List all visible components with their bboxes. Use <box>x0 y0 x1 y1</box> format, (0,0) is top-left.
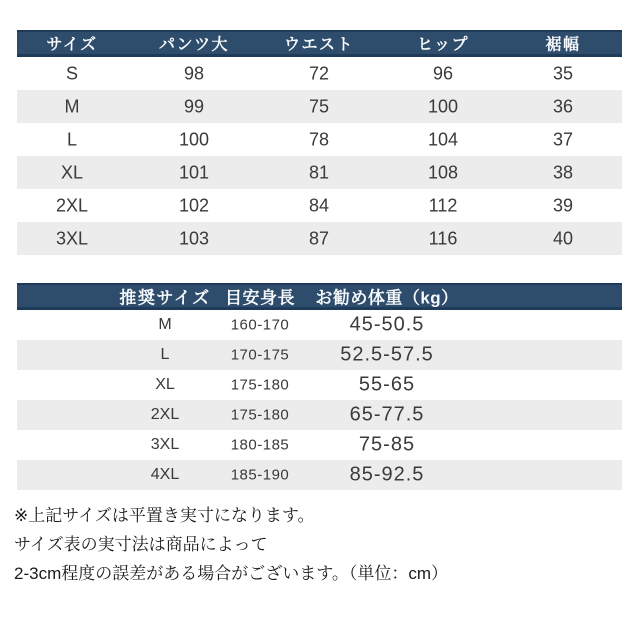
waist-cell: 87 <box>308 228 330 248</box>
pants-length-cell: 103 <box>178 228 210 248</box>
size-cell: XL <box>60 162 84 182</box>
height-range-cell: 175-180 <box>230 376 290 394</box>
size-cell: 2XL <box>55 195 89 215</box>
size-cell: 3XL <box>55 228 89 248</box>
weight-range-cell: 52.5-57.5 <box>340 343 434 366</box>
waist-cell: 81 <box>308 162 330 182</box>
table-row <box>17 57 622 90</box>
size-cell: M <box>64 96 80 116</box>
waist-cell: 78 <box>308 129 330 149</box>
recommended-size-cell: 4XL <box>150 466 180 483</box>
table-row <box>17 310 622 340</box>
table-row <box>17 189 622 222</box>
header-cell-hip: ヒップ <box>416 36 470 54</box>
note-line-3: 2-3cm程度の誤差がある場合がございます。（単位：cm） <box>14 564 449 583</box>
table-row <box>17 460 622 490</box>
table-row <box>17 430 622 460</box>
header-cell-size: サイズ <box>46 36 98 54</box>
weight-range-cell: 45-50.5 <box>349 313 425 336</box>
recommended-size-cell: M <box>158 316 172 333</box>
table-row <box>17 156 622 189</box>
hem-width-cell: 36 <box>552 96 574 116</box>
waist-cell: 84 <box>308 195 330 215</box>
height-range-cell: 180-185 <box>230 436 290 454</box>
height-range-cell: 160-170 <box>230 316 290 334</box>
size-cell: S <box>65 63 79 83</box>
height-range-cell: 175-180 <box>230 406 290 424</box>
table-row <box>17 123 622 156</box>
recommend-table-header-bar <box>17 283 622 310</box>
hem-width-cell: 39 <box>552 195 574 215</box>
hip-cell: 96 <box>432 63 454 83</box>
hip-cell: 104 <box>427 129 459 149</box>
weight-range-cell: 75-85 <box>358 433 416 456</box>
header-cell-hem-width: 裾幅 <box>545 36 581 54</box>
height-range-cell: 170-175 <box>230 346 290 364</box>
hip-cell: 112 <box>428 195 458 215</box>
hip-cell: 116 <box>428 228 458 248</box>
pants-length-cell: 99 <box>183 96 205 116</box>
waist-cell: 72 <box>308 63 330 83</box>
size-cell: L <box>66 129 78 149</box>
header-cell-pants-length: パンツ大 <box>158 36 230 54</box>
pants-length-cell: 98 <box>183 63 205 83</box>
measurement-table-header-bar <box>17 30 622 57</box>
weight-range-cell: 65-77.5 <box>349 403 425 426</box>
hem-width-cell: 35 <box>552 63 574 83</box>
header-cell-weight-range: お勧め体重（kg） <box>315 288 459 308</box>
header-cell-waist: ウエスト <box>283 36 355 54</box>
footnotes <box>14 501 448 588</box>
pants-length-cell: 100 <box>178 129 210 149</box>
table-row <box>17 340 622 370</box>
weight-range-cell: 85-92.5 <box>349 463 425 486</box>
table-row <box>17 400 622 430</box>
pants-length-cell: 101 <box>178 162 210 182</box>
header-cell-recommended-size: 推奨サイズ <box>119 288 211 308</box>
table-row <box>17 90 622 123</box>
weight-range-cell: 55-65 <box>358 373 416 396</box>
recommended-size-cell: L <box>160 346 170 363</box>
header-cell-height-range: 目安身長 <box>225 288 295 308</box>
height-range-cell: 185-190 <box>230 466 290 484</box>
hem-width-cell: 40 <box>552 228 574 248</box>
note-line-2: サイズ表の実寸法は商品によって <box>14 535 268 554</box>
hem-width-cell: 38 <box>552 162 574 182</box>
recommended-size-cell: 3XL <box>150 436 180 453</box>
recommended-size-cell: 2XL <box>150 406 180 423</box>
hip-cell: 100 <box>427 96 459 116</box>
table-row <box>17 370 622 400</box>
table-row <box>17 222 622 255</box>
pants-length-cell: 102 <box>178 195 210 215</box>
hem-width-cell: 37 <box>552 129 574 149</box>
hip-cell: 108 <box>427 162 459 182</box>
waist-cell: 75 <box>308 96 330 116</box>
note-line-1: ※上記サイズは平置き実寸になります。 <box>14 506 315 525</box>
recommended-size-cell: XL <box>155 376 175 393</box>
